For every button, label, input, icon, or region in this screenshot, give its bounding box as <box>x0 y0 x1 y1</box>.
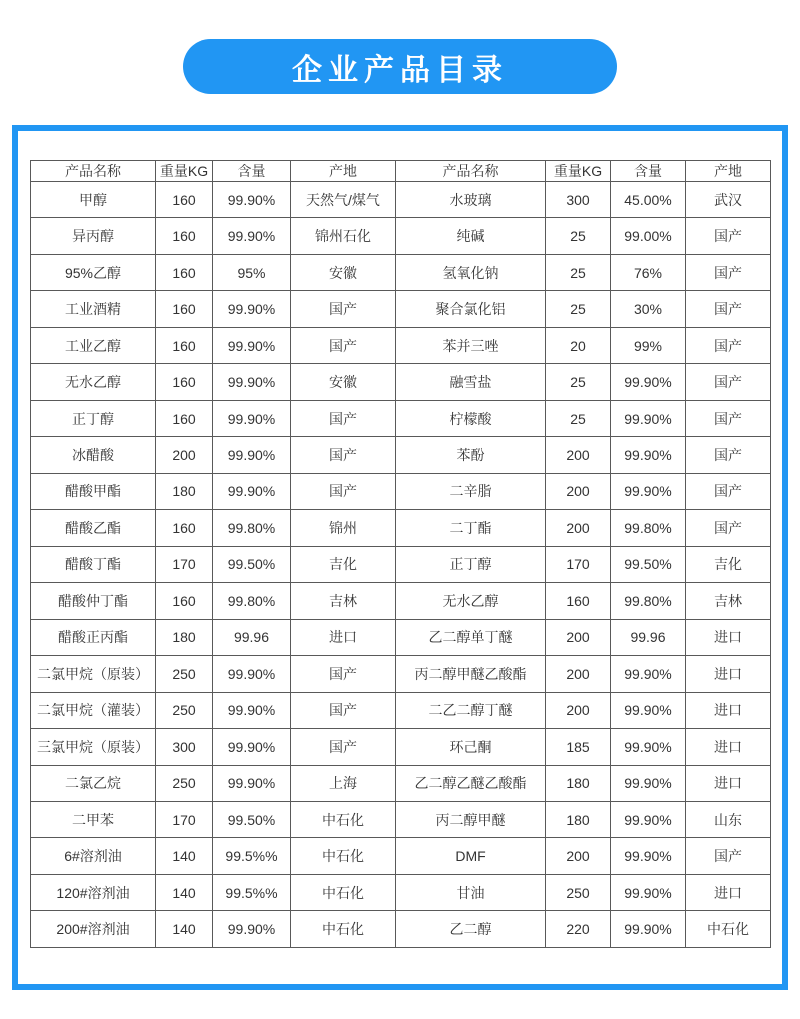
table-cell: 冰醋酸 <box>31 437 156 473</box>
table-cell: 二乙二醇丁醚 <box>396 692 546 728</box>
table-cell: 国产 <box>686 838 771 874</box>
table-row <box>31 729 771 765</box>
table-cell: 进口 <box>686 874 771 910</box>
table-cell: 6#溶剂油 <box>31 838 156 874</box>
table-cell: 国产 <box>291 437 396 473</box>
table-cell: 锦州 <box>291 510 396 546</box>
table-cell: 200 <box>546 437 611 473</box>
table-cell: 环己酮 <box>396 729 546 765</box>
table-body <box>31 182 771 948</box>
table-header-cell: 重量KG <box>156 161 213 182</box>
table-cell: 国产 <box>686 437 771 473</box>
table-cell: 20 <box>546 327 611 363</box>
table-cell: 99.90% <box>213 473 291 509</box>
table-cell: 99.96 <box>611 619 686 655</box>
table-cell: 25 <box>546 254 611 290</box>
table-cell: 99.90% <box>611 911 686 948</box>
table-cell: 250 <box>156 656 213 692</box>
table-cell: 99.90% <box>213 182 291 218</box>
table-header-cell: 产品名称 <box>31 161 156 182</box>
table-cell: 99.96 <box>213 619 291 655</box>
table-row <box>31 327 771 363</box>
table-cell: 水玻璃 <box>396 182 546 218</box>
table-cell: 99.90% <box>611 874 686 910</box>
table-cell: 异丙醇 <box>31 218 156 254</box>
table-cell: 国产 <box>686 291 771 327</box>
table-cell: 180 <box>546 801 611 837</box>
table-cell: DMF <box>396 838 546 874</box>
table-cell: 99.90% <box>611 838 686 874</box>
table-cell: 250 <box>156 765 213 801</box>
table-cell: 进口 <box>686 692 771 728</box>
table-header-cell: 含量 <box>611 161 686 182</box>
table-cell: 99.90% <box>213 911 291 948</box>
table-cell: 200 <box>546 692 611 728</box>
table-cell: 99.50% <box>611 546 686 582</box>
table-cell: 工业乙醇 <box>31 327 156 363</box>
table-cell: 99.50% <box>213 546 291 582</box>
table-cell: 99.90% <box>213 364 291 400</box>
table-cell: 二氯乙烷 <box>31 765 156 801</box>
table-cell: 安徽 <box>291 364 396 400</box>
table-cell: 国产 <box>291 473 396 509</box>
table-cell: 160 <box>156 400 213 436</box>
table-cell: 氢氧化钠 <box>396 254 546 290</box>
table-header-cell: 产地 <box>686 161 771 182</box>
table-cell: 99.90% <box>213 400 291 436</box>
table-header-row <box>31 161 771 182</box>
table-cell: 200 <box>546 510 611 546</box>
table-cell: 160 <box>546 583 611 619</box>
table-cell: 300 <box>156 729 213 765</box>
table-cell: 苯并三唑 <box>396 327 546 363</box>
table-cell: 99.80% <box>213 510 291 546</box>
table-cell: 99.90% <box>213 729 291 765</box>
table-cell: 99.90% <box>213 765 291 801</box>
table-cell: 上海 <box>291 765 396 801</box>
table-row <box>31 911 771 948</box>
table-cell: 99.00% <box>611 218 686 254</box>
table-cell: 160 <box>156 583 213 619</box>
table-cell: 三氯甲烷（原装） <box>31 729 156 765</box>
table-cell: 丙二醇甲醚 <box>396 801 546 837</box>
table-row <box>31 291 771 327</box>
table-cell: 200 <box>156 437 213 473</box>
table-row <box>31 437 771 473</box>
table-cell: 99.80% <box>611 583 686 619</box>
table-row <box>31 182 771 218</box>
table-header-cell: 含量 <box>213 161 291 182</box>
table-cell: 国产 <box>291 400 396 436</box>
table-cell: 160 <box>156 291 213 327</box>
table-cell: 99.80% <box>611 510 686 546</box>
table-row <box>31 364 771 400</box>
table-cell: 锦州石化 <box>291 218 396 254</box>
table-cell: 安徽 <box>291 254 396 290</box>
table-cell: 99.90% <box>213 218 291 254</box>
table-cell: 吉化 <box>686 546 771 582</box>
table-cell: 95%乙醇 <box>31 254 156 290</box>
table-cell: 天然气/煤气 <box>291 182 396 218</box>
table-row <box>31 692 771 728</box>
table-cell: 180 <box>156 619 213 655</box>
table-cell: 醋酸乙酯 <box>31 510 156 546</box>
table-cell: 国产 <box>291 729 396 765</box>
table-row <box>31 874 771 910</box>
table-cell: 进口 <box>686 765 771 801</box>
table-cell: 吉林 <box>291 583 396 619</box>
table-cell: 无水乙醇 <box>31 364 156 400</box>
table-cell: 250 <box>156 692 213 728</box>
table-cell: 正丁醇 <box>31 400 156 436</box>
table-row <box>31 656 771 692</box>
table-cell: 国产 <box>686 327 771 363</box>
table-cell: 180 <box>156 473 213 509</box>
table-cell: 醋酸正丙酯 <box>31 619 156 655</box>
product-table <box>30 160 771 948</box>
table-cell: 180 <box>546 765 611 801</box>
table-cell: 99.90% <box>213 437 291 473</box>
table-cell: 国产 <box>686 510 771 546</box>
table-cell: 柠檬酸 <box>396 400 546 436</box>
table-cell: 160 <box>156 510 213 546</box>
table-cell: 300 <box>546 182 611 218</box>
table-cell: 正丁醇 <box>396 546 546 582</box>
table-cell: 170 <box>156 801 213 837</box>
table-cell: 中石化 <box>686 911 771 948</box>
table-cell: 进口 <box>686 656 771 692</box>
table-cell: 丙二醇甲醚乙酸酯 <box>396 656 546 692</box>
catalog-frame <box>12 125 788 990</box>
table-cell: 国产 <box>291 692 396 728</box>
table-cell: 工业酒精 <box>31 291 156 327</box>
table-row <box>31 254 771 290</box>
table-cell: 99.90% <box>611 400 686 436</box>
table-cell: 220 <box>546 911 611 948</box>
table-cell: 国产 <box>686 400 771 436</box>
table-cell: 乙二醇乙醚乙酸酯 <box>396 765 546 801</box>
table-cell: 二丁酯 <box>396 510 546 546</box>
table-cell: 25 <box>546 400 611 436</box>
table-cell: 乙二醇单丁醚 <box>396 619 546 655</box>
table-cell: 中石化 <box>291 911 396 948</box>
table-cell: 76% <box>611 254 686 290</box>
table-cell: 醋酸甲酯 <box>31 473 156 509</box>
table-cell: 200#溶剂油 <box>31 911 156 948</box>
page-title: 企业产品目录 <box>183 39 617 94</box>
table-cell: 99.90% <box>611 437 686 473</box>
table-cell: 99.90% <box>611 364 686 400</box>
table-cell: 进口 <box>686 729 771 765</box>
table-cell: 99.90% <box>611 692 686 728</box>
table-cell: 200 <box>546 656 611 692</box>
table-cell: 苯酚 <box>396 437 546 473</box>
table-cell: 99.5%% <box>213 874 291 910</box>
table-cell: 25 <box>546 364 611 400</box>
table-cell: 99.90% <box>213 656 291 692</box>
table-header-cell: 产地 <box>291 161 396 182</box>
table-cell: 99.90% <box>611 801 686 837</box>
table-cell: 融雪盐 <box>396 364 546 400</box>
table-cell: 120#溶剂油 <box>31 874 156 910</box>
table-cell: 进口 <box>291 619 396 655</box>
table-cell: 99.90% <box>213 291 291 327</box>
table-row <box>31 510 771 546</box>
table-cell: 200 <box>546 473 611 509</box>
table-cell: 二氯甲烷（原装） <box>31 656 156 692</box>
table-cell: 二氯甲烷（灌装） <box>31 692 156 728</box>
table-cell: 醋酸丁酯 <box>31 546 156 582</box>
table-row <box>31 801 771 837</box>
table-cell: 乙二醇 <box>396 911 546 948</box>
table-cell: 160 <box>156 327 213 363</box>
table-cell: 160 <box>156 254 213 290</box>
table-cell: 进口 <box>686 619 771 655</box>
table-cell: 99.5%% <box>213 838 291 874</box>
table-cell: 200 <box>546 619 611 655</box>
table-cell: 纯碱 <box>396 218 546 254</box>
table-row <box>31 838 771 874</box>
table-cell: 甲醇 <box>31 182 156 218</box>
table-cell: 国产 <box>686 218 771 254</box>
table-row <box>31 400 771 436</box>
table-cell: 国产 <box>291 291 396 327</box>
table-cell: 二甲苯 <box>31 801 156 837</box>
table-cell: 160 <box>156 182 213 218</box>
table-cell: 99.90% <box>213 327 291 363</box>
table-cell: 99.80% <box>213 583 291 619</box>
table-cell: 聚合氯化铝 <box>396 291 546 327</box>
table-cell: 99.90% <box>611 729 686 765</box>
table-cell: 吉化 <box>291 546 396 582</box>
table-cell: 140 <box>156 874 213 910</box>
table-cell: 160 <box>156 364 213 400</box>
table-cell: 99% <box>611 327 686 363</box>
table-cell: 95% <box>213 254 291 290</box>
table-cell: 200 <box>546 838 611 874</box>
table-row <box>31 765 771 801</box>
table-cell: 170 <box>156 546 213 582</box>
table-cell: 25 <box>546 218 611 254</box>
table-cell: 160 <box>156 218 213 254</box>
table-cell: 185 <box>546 729 611 765</box>
table-cell: 140 <box>156 838 213 874</box>
table-cell: 武汉 <box>686 182 771 218</box>
table-cell: 山东 <box>686 801 771 837</box>
table-cell: 45.00% <box>611 182 686 218</box>
table-cell: 国产 <box>686 254 771 290</box>
table-row <box>31 583 771 619</box>
table-row <box>31 619 771 655</box>
table-cell: 250 <box>546 874 611 910</box>
table-cell: 170 <box>546 546 611 582</box>
table-cell: 中石化 <box>291 874 396 910</box>
table-row <box>31 218 771 254</box>
table-cell: 醋酸仲丁酯 <box>31 583 156 619</box>
table-cell: 甘油 <box>396 874 546 910</box>
table-cell: 无水乙醇 <box>396 583 546 619</box>
table-cell: 二辛脂 <box>396 473 546 509</box>
table-row <box>31 546 771 582</box>
table-cell: 国产 <box>291 327 396 363</box>
table-cell: 国产 <box>686 364 771 400</box>
table-cell: 99.50% <box>213 801 291 837</box>
table-cell: 99.90% <box>213 692 291 728</box>
table-cell: 国产 <box>686 473 771 509</box>
table-cell: 国产 <box>291 656 396 692</box>
table-cell: 中石化 <box>291 801 396 837</box>
table-cell: 25 <box>546 291 611 327</box>
table-cell: 中石化 <box>291 838 396 874</box>
table-cell: 99.90% <box>611 473 686 509</box>
table-row <box>31 473 771 509</box>
table-cell: 99.90% <box>611 656 686 692</box>
table-cell: 30% <box>611 291 686 327</box>
table-cell: 140 <box>156 911 213 948</box>
table-header-cell: 重量KG <box>546 161 611 182</box>
table-cell: 99.90% <box>611 765 686 801</box>
table-cell: 吉林 <box>686 583 771 619</box>
table-header-cell: 产品名称 <box>396 161 546 182</box>
